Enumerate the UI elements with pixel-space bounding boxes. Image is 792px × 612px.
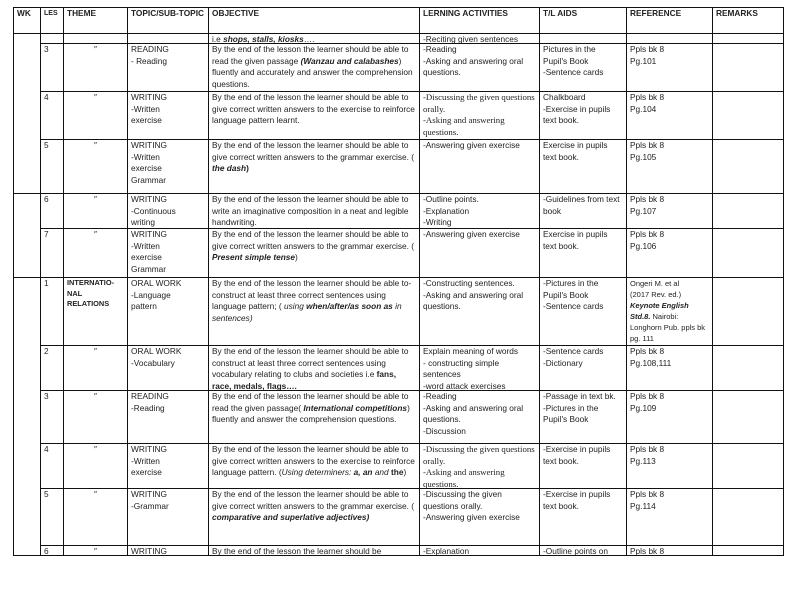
topic-content: ORAL WORK -Language pattern <box>131 278 182 311</box>
learning-activities-content: -Discussing the given questions orally. -Answering given exercise <box>423 489 520 522</box>
topic-content: WRITING -Written exercise <box>131 444 167 477</box>
objective <box>209 229 420 278</box>
topic <box>128 34 209 44</box>
topic <box>128 92 209 140</box>
header-reference: REFERENCE <box>627 8 713 34</box>
tl-aids <box>540 44 627 92</box>
tl-aids-content: -Exercise in pupils text book. <box>543 489 611 511</box>
objective-content <box>212 546 416 555</box>
text-segment: a, an <box>353 467 373 477</box>
topic <box>128 278 209 346</box>
remarks <box>713 92 784 140</box>
reference-content: Ppls bk 8 Pg.106 <box>630 229 665 251</box>
reference <box>627 444 713 489</box>
topic <box>128 444 209 489</box>
header-objective: OBJECTIVE <box>209 8 420 34</box>
tl-aids <box>540 278 627 346</box>
header-remarks: REMARKS <box>713 8 784 34</box>
objective <box>209 34 420 44</box>
theme-content: ″ <box>94 546 97 555</box>
theme <box>64 44 128 92</box>
tl-aids <box>540 346 627 391</box>
text-segment: fans, race, medals, flags…. <box>212 369 397 390</box>
week-cell <box>14 194 41 278</box>
lesson-number-content: 4 <box>44 444 49 454</box>
learning-activities <box>420 34 540 44</box>
objective-content <box>212 346 416 390</box>
lesson-number <box>41 140 64 194</box>
text-segment: By the end of the lesson the learner should be able to give correct written answers to the grammar exercise. ( <box>212 229 414 251</box>
learning-activities <box>420 194 540 229</box>
learning-activities-content: -Discussing the given questions orally. -Asking and answering questions. <box>423 444 535 488</box>
reference <box>627 34 713 44</box>
topic <box>128 546 209 556</box>
learning-activities <box>420 444 540 489</box>
topic-content: WRITING -Written exercise Grammar <box>131 140 167 185</box>
learning-activities <box>420 391 540 444</box>
text-segment: By the end of the lesson the learner should be able to- construct at least three correct sentences using language pattern; ( <box>212 278 412 311</box>
text-segment: ) <box>295 252 298 262</box>
lesson-number <box>41 92 64 140</box>
remarks <box>713 278 784 346</box>
text-segment: By the end of the lesson the learner should be <box>212 546 382 555</box>
objective-content <box>212 229 416 277</box>
remarks-content <box>716 92 780 139</box>
lesson-row <box>14 546 784 556</box>
text-segment: i.e <box>212 34 224 43</box>
reference-content <box>630 34 709 43</box>
lesson-number <box>41 444 64 489</box>
tl-aids-content: Pictures in the Pupil's Book -Sentence cards <box>543 44 604 77</box>
text-segment: By the end of the lesson the learner should be able to give correct written answers to the grammar exercise. ( <box>212 140 414 162</box>
text-segment: in sentences) <box>212 301 402 323</box>
tl-aids <box>540 34 627 44</box>
topic <box>128 391 209 444</box>
tl-aids-content: Exercise in pupils text book. <box>543 140 608 162</box>
remarks-content <box>716 44 780 91</box>
learning-activities <box>420 44 540 92</box>
objective <box>209 346 420 391</box>
objective-content <box>212 278 416 345</box>
topic <box>128 489 209 546</box>
remarks-content <box>716 546 780 555</box>
topic <box>128 44 209 92</box>
lesson-number-content: 6 <box>44 546 49 555</box>
lesson-number-content: 5 <box>44 140 49 150</box>
theme-content: ″ <box>94 194 97 204</box>
theme <box>64 346 128 391</box>
lesson-number <box>41 346 64 391</box>
tl-aids-content <box>543 34 623 43</box>
tl-aids-content: -Exercise in pupils text book. <box>543 444 611 466</box>
reference-content: Ppls bk 8 Pg.109 <box>630 391 665 413</box>
reference-content: Ppls bk 8 Pg.113 <box>630 444 665 466</box>
learning-activities-content: -Answering given exercise <box>423 140 520 150</box>
lesson-number <box>41 391 64 444</box>
theme-content: ″ <box>94 229 97 239</box>
theme-content: ″ <box>94 391 97 401</box>
text-segment: By the end of the lesson the learner should be able to give correct written answers to the grammar exercise. ( <box>212 489 414 511</box>
text-segment: …. <box>303 34 315 43</box>
tl-aids-content: Exercise in pupils text book. <box>543 229 608 251</box>
lesson-number-content: 4 <box>44 92 49 102</box>
lesson-number-content: 5 <box>44 489 49 499</box>
text-segment: Ongeri M. et al (2017 Rev. ed.) <box>630 279 682 299</box>
lesson-number-content: 6 <box>44 194 49 204</box>
reference-content: Ppls bk 8 Pg.101 <box>630 44 665 66</box>
reference <box>627 92 713 140</box>
lesson-row <box>14 391 784 444</box>
text-segment: comparative and superlative adjectives) <box>212 512 370 522</box>
remarks <box>713 34 784 44</box>
theme-content: ″ <box>94 92 97 102</box>
remarks <box>713 444 784 489</box>
lesson-number <box>41 44 64 92</box>
reference <box>627 489 713 546</box>
tl-aids <box>540 489 627 546</box>
tl-aids <box>540 546 627 556</box>
scheme-of-work-table <box>13 7 784 556</box>
lesson-number <box>41 34 64 44</box>
learning-activities-content: Explain meaning of words - constructing simple sentences -word attack exercises <box>423 346 519 390</box>
week-cell <box>14 34 41 194</box>
lesson-number <box>41 278 64 346</box>
remarks <box>713 346 784 391</box>
remarks-content <box>716 391 780 443</box>
lesson-number <box>41 229 64 278</box>
header-activities: LERNING ACTIVITIES <box>420 8 540 34</box>
theme-content: ″ <box>94 140 97 150</box>
objective-content <box>212 34 416 43</box>
remarks-content <box>716 34 780 43</box>
theme <box>64 278 128 346</box>
learning-activities-content: -Discussing the given questions orally. -Asking and answering questions. <box>423 92 535 137</box>
text-segment: By the end of the lesson the learner should be able to construct at least three correct sentences using vocabulary relating to clubs and societies i.e <box>212 346 409 379</box>
objective <box>209 44 420 92</box>
theme <box>64 391 128 444</box>
header-row <box>14 8 784 34</box>
text-segment: when/after/as soon as <box>306 301 393 311</box>
text-segment: the dash <box>212 163 247 173</box>
theme <box>64 489 128 546</box>
objective <box>209 194 420 229</box>
remarks <box>713 229 784 278</box>
remarks <box>713 194 784 229</box>
objective-content <box>212 92 416 139</box>
remarks-content <box>716 444 780 488</box>
topic-content: WRITING -Grammar <box>131 489 169 511</box>
theme-content: INTERNATIO- NAL RELATIONS <box>67 278 115 308</box>
tl-aids <box>540 194 627 229</box>
header-theme: THEME <box>64 8 128 34</box>
tl-aids-content: -Sentence cards -Dictionary <box>543 346 604 368</box>
reference-content: Ppls bk 8 Pg.108,111 <box>630 346 672 368</box>
header-aids: T/L AIDS <box>540 8 627 34</box>
remarks-content <box>716 229 780 277</box>
remarks <box>713 44 784 92</box>
tl-aids-content: -Guidelines from text book <box>543 194 620 216</box>
reference-content <box>630 278 709 345</box>
theme <box>64 546 128 556</box>
topic <box>128 229 209 278</box>
objective-content <box>212 391 416 443</box>
topic-content: WRITING -Written exercise Grammar <box>131 229 167 274</box>
objective <box>209 444 420 489</box>
theme-content: ″ <box>94 44 97 54</box>
lesson-row <box>14 92 784 140</box>
lesson-number-content: 1 <box>44 278 49 288</box>
remarks <box>713 391 784 444</box>
text-segment: By the end of the lesson the learner should be able to read the given passage <box>212 44 409 66</box>
learning-activities <box>420 546 540 556</box>
tl-aids <box>540 444 627 489</box>
lesson-row <box>14 346 784 391</box>
objective-content <box>212 444 416 488</box>
learning-activities-content: -Reading -Asking and answering oral questions. -Discussion <box>423 391 524 436</box>
tl-aids-content: -Passage in text bk. -Pictures in the Pupil's Book <box>543 391 616 424</box>
header-wk: WK <box>14 8 41 34</box>
objective <box>209 278 420 346</box>
text-segment: (Wanzau and calabashes <box>300 55 399 66</box>
reference-content: Ppls bk 8 Pg.107 <box>630 194 665 216</box>
objective-content <box>212 489 416 545</box>
text-segment: International competitions <box>303 402 408 413</box>
topic-content: WRITING <box>131 546 167 555</box>
tl-aids <box>540 229 627 278</box>
topic-content: WRITING -Written exercise <box>131 92 167 125</box>
lesson-row <box>14 278 784 346</box>
topic-content: READING - Reading <box>131 44 169 66</box>
learning-activities-content: -Reading -Asking and answering oral questions. <box>423 44 524 77</box>
lesson-number-content: 3 <box>44 44 49 54</box>
tl-aids-content: -Pictures in the Pupil's Book -Sentence cards <box>543 278 604 311</box>
text-segment: Nairobi: Longhorn Pub. ppls bk pg. 111 <box>630 312 706 343</box>
lesson-number-content <box>44 34 60 43</box>
theme <box>64 444 128 489</box>
lesson-number <box>41 489 64 546</box>
text-segment: ) <box>246 163 249 173</box>
lesson-row <box>14 489 784 546</box>
theme <box>64 34 128 44</box>
reference-content: Ppls bk 8 <box>630 546 665 555</box>
remarks-content <box>716 140 780 193</box>
lesson-row <box>14 34 784 44</box>
objective-content <box>212 44 416 91</box>
theme-content: ″ <box>94 489 97 499</box>
text-segment: ) <box>403 467 407 477</box>
text-segment: using <box>283 301 307 311</box>
learning-activities <box>420 489 540 546</box>
objective-content <box>212 140 416 193</box>
lesson-row <box>14 44 784 92</box>
remarks <box>713 489 784 546</box>
text-segment: shops, stalls, kiosks <box>223 34 304 43</box>
learning-activities <box>420 346 540 391</box>
text-segment: By the end of the lesson the learner should be able to read the given passage( <box>212 391 409 413</box>
remarks <box>713 140 784 194</box>
tl-aids <box>540 92 627 140</box>
reference <box>627 346 713 391</box>
theme-content: ″ <box>94 346 97 356</box>
week-cell <box>14 278 41 556</box>
reference <box>627 44 713 92</box>
remarks-content <box>716 278 780 345</box>
reference <box>627 229 713 278</box>
lesson-number <box>41 546 64 556</box>
topic-content <box>131 34 205 43</box>
lesson-number-content: 2 <box>44 346 49 356</box>
learning-activities <box>420 92 540 140</box>
header-les: LES <box>41 8 64 34</box>
topic <box>128 194 209 229</box>
theme <box>64 92 128 140</box>
tl-aids <box>540 140 627 194</box>
remarks-content <box>716 194 780 228</box>
table-body <box>14 34 784 556</box>
objective <box>209 92 420 140</box>
tl-aids <box>540 391 627 444</box>
lesson-row <box>14 444 784 489</box>
reference <box>627 391 713 444</box>
text-segment: By the end of the lesson the learner should be able to write an imaginative composition in a neat and legible handwriting. <box>212 194 409 227</box>
remarks-content <box>716 489 780 545</box>
lesson-row <box>14 194 784 229</box>
learning-activities-content: -Answering given exercise <box>423 229 520 239</box>
text-segment: the <box>390 467 404 477</box>
remarks-content <box>716 346 780 390</box>
remarks <box>713 546 784 556</box>
text-segment: ) fluently and answer the comprehension questions. <box>212 402 410 424</box>
text-segment: By the end of the lesson the learner should be able to give correct written answers to the exercise to reinforce language pattern. ( <box>212 444 415 477</box>
topic-content: READING -Reading <box>131 391 169 413</box>
reference <box>627 194 713 229</box>
text-segment: Keynote English Std.8. <box>630 301 689 321</box>
lesson-row <box>14 140 784 194</box>
lesson-number <box>41 194 64 229</box>
reference-content: Ppls bk 8 Pg.114 <box>630 489 665 511</box>
text-segment: Using determiners: <box>281 467 354 477</box>
header-topic: TOPIC/SUB-TOPIC <box>128 8 209 34</box>
theme <box>64 140 128 194</box>
theme <box>64 194 128 229</box>
learning-activities <box>420 140 540 194</box>
learning-activities-content: -Explanation <box>423 546 470 555</box>
learning-activities-content: -Outline points. -Explanation -Writing <box>423 194 479 227</box>
objective <box>209 391 420 444</box>
text-segment: Present simple tense <box>212 252 296 262</box>
reference <box>627 278 713 346</box>
reference <box>627 546 713 556</box>
lesson-number-content: 7 <box>44 229 49 239</box>
objective-content <box>212 194 416 228</box>
reference <box>627 140 713 194</box>
text-segment: ) fluently and accurately and answer the comprehension questions. <box>212 55 413 89</box>
reference-content: Ppls bk 8 Pg.105 <box>630 140 665 162</box>
topic <box>128 140 209 194</box>
learning-activities <box>420 229 540 278</box>
text-segment: and <box>372 467 391 477</box>
topic-content: WRITING -Continuous writing <box>131 194 176 227</box>
learning-activities <box>420 278 540 346</box>
lesson-row <box>14 229 784 278</box>
theme-content: ″ <box>94 444 97 454</box>
objective <box>209 489 420 546</box>
tl-aids-content: Chalkboard -Exercise in pupils text book. <box>543 92 611 125</box>
learning-activities-content: -Constructing sentences. -Asking and answering oral questions. <box>423 278 524 311</box>
theme <box>64 229 128 278</box>
text-segment: By the end of the lesson the learner should be able to give correct written answers to the exercise to reinforce language pattern learnt. <box>212 92 415 125</box>
tl-aids-content: -Outline points on <box>543 546 609 555</box>
learning-activities-content: -Reciting given sentences <box>423 34 519 43</box>
objective <box>209 140 420 194</box>
topic <box>128 346 209 391</box>
theme-content <box>67 34 124 43</box>
topic-content: ORAL WORK -Vocabulary <box>131 346 182 368</box>
lesson-number-content: 3 <box>44 391 49 401</box>
objective <box>209 546 420 556</box>
reference-content: Ppls bk 8 Pg.104 <box>630 92 665 114</box>
